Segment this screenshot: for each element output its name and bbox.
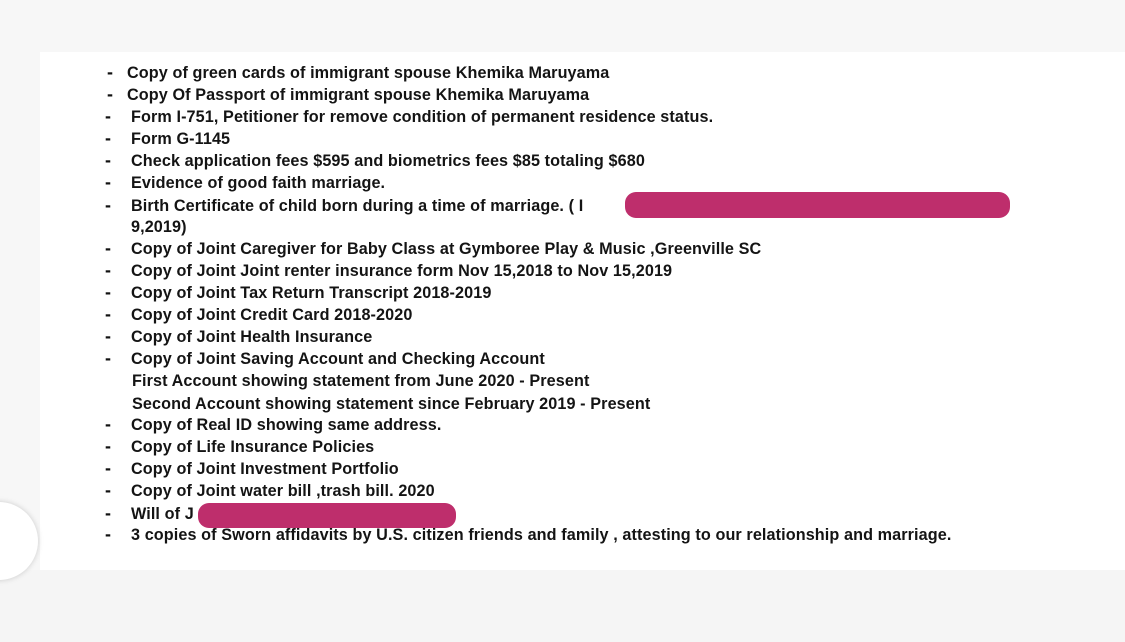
- bullet-dash: -: [105, 503, 111, 523]
- bullet-dash: -: [105, 172, 111, 192]
- bullet-dash: -: [105, 524, 111, 544]
- list-item-text: 9,2019): [131, 218, 187, 236]
- list-item: [0, 172, 1125, 194]
- bullet-dash: -: [105, 414, 111, 434]
- list-item: [0, 304, 1125, 326]
- list-item: [0, 458, 1125, 480]
- bullet-dash: -: [105, 238, 111, 258]
- list-item-continuation: [0, 216, 1125, 238]
- list-item-text: Copy of Joint water bill ,trash bill. 2020: [131, 482, 435, 500]
- list-item: [0, 436, 1125, 458]
- list-item-text: Copy of Joint Joint renter insurance form Nov 15,2018 to Nov 15,2019: [131, 262, 673, 280]
- list-item: [0, 238, 1125, 260]
- bullet-dash: -: [105, 436, 111, 456]
- list-item-text: Copy of Real ID showing same address.: [131, 416, 442, 434]
- list-item: [0, 260, 1125, 282]
- list-item: [0, 84, 1125, 106]
- list-item: [0, 150, 1125, 172]
- list-item-text: Form I-751, Petitioner for remove condition of permanent residence status.: [131, 108, 714, 126]
- list-item: [0, 503, 1125, 525]
- list-item-text: Copy of Joint Credit Card 2018-2020: [131, 306, 413, 324]
- list-item: [0, 348, 1125, 370]
- list-item-text: Copy of Joint Health Insurance: [131, 328, 373, 346]
- list-item-text: Will of J: [131, 505, 194, 523]
- list-item-text: First Account showing statement from June 2020 - Present: [132, 372, 590, 390]
- bullet-dash: -: [105, 304, 111, 324]
- bullet-dash: -: [105, 150, 111, 170]
- bullet-dash: -: [105, 282, 111, 302]
- list-item-text: Birth Certificate of child born during a time of marriage. ( I: [131, 197, 584, 215]
- bullet-dash: -: [107, 84, 113, 104]
- list-item: [0, 195, 1125, 217]
- list-item-text: Copy Of Passport of immigrant spouse Khemika Maruyama: [127, 86, 590, 104]
- list-item: [0, 62, 1125, 84]
- bullet-dash: -: [105, 348, 111, 368]
- list-item-text: Form G-1145: [131, 130, 231, 148]
- list-item: [0, 326, 1125, 348]
- list-item-text: Copy of Joint Investment Portfolio: [131, 460, 399, 478]
- list-item-text: Copy of green cards of immigrant spouse Khemika Maruyama: [127, 64, 610, 82]
- list-item: [0, 414, 1125, 436]
- bullet-dash: -: [105, 106, 111, 126]
- list-item: [0, 282, 1125, 304]
- list-item-text: Copy of Joint Tax Return Transcript 2018-2019: [131, 284, 492, 302]
- bullet-dash: -: [105, 128, 111, 148]
- list-item-continuation: [0, 370, 1125, 392]
- bullet-dash: -: [105, 480, 111, 500]
- list-item: [0, 128, 1125, 150]
- list-item-text: Evidence of good faith marriage.: [131, 174, 386, 192]
- list-item: [0, 480, 1125, 502]
- list-item-continuation: [0, 393, 1125, 415]
- bullet-dash: -: [105, 260, 111, 280]
- list-item-text: Copy of Joint Saving Account and Checking Account: [131, 350, 545, 368]
- bullet-dash: -: [107, 62, 113, 82]
- bullet-dash: -: [105, 458, 111, 478]
- list-item: [0, 524, 1125, 546]
- list-item-text: Second Account showing statement since February 2019 - Present: [132, 395, 651, 413]
- bullet-dash: -: [105, 326, 111, 346]
- list-item-text: 3 copies of Sworn affidavits by U.S. citizen friends and family , attesting to our relationship and marriage.: [131, 526, 952, 544]
- redaction-mark: [625, 192, 1010, 218]
- bullet-dash: -: [105, 195, 111, 215]
- list-item-text: Check application fees $595 and biometrics fees $85 totaling $680: [131, 152, 645, 170]
- list-item-text: Copy of Life Insurance Policies: [131, 438, 375, 456]
- list-item: [0, 106, 1125, 128]
- list-item-text: Copy of Joint Caregiver for Baby Class at Gymboree Play & Music ,Greenville SC: [131, 240, 762, 258]
